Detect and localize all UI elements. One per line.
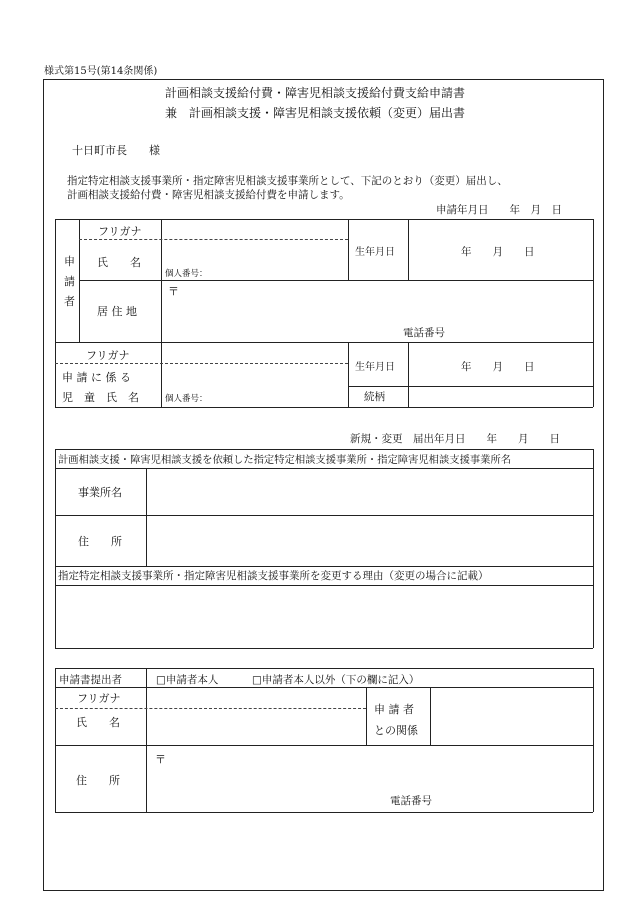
change-reason-field[interactable]: [57, 587, 592, 647]
notification-date: 新規・変更 届出年月日 年 月 日: [350, 433, 560, 445]
submitter-relation-label-line1: 申 請 者: [374, 703, 414, 716]
provider-office-name-label: 事業所名: [78, 486, 122, 499]
submitter-address-field[interactable]: [148, 747, 591, 791]
child-furigana-label: フリガナ: [86, 349, 130, 362]
applicant-address-label: 居 住 地: [97, 305, 137, 318]
submitter-name-label: 氏 名: [76, 716, 120, 729]
submitter-relation-label-line2: との関係: [374, 724, 418, 737]
applicant-phone-label: 電話番号: [403, 327, 445, 339]
submitter-furigana-field[interactable]: [148, 689, 364, 707]
submitter-name-field[interactable]: [148, 710, 364, 744]
addressee: 十日町市長 様: [72, 144, 160, 157]
applicant-individual-number-label: 個人番号：: [165, 269, 208, 279]
applicant-birth-date-value[interactable]: 年 月 日: [461, 246, 535, 258]
applicant-group-label-3: 者: [64, 295, 75, 308]
form-title-line1: 計画相談支援給付費・障害児相談支援給付費支給申請書: [164, 86, 465, 100]
child-individual-number-label: 個人番号：: [165, 394, 208, 404]
applicant-name-label: 氏 名: [97, 256, 141, 269]
submitter-option-self[interactable]: □申請者本人: [156, 674, 219, 686]
applicant-group-label-2: 請: [64, 275, 75, 288]
child-relationship-label: 続柄: [364, 391, 385, 403]
child-birth-date-value[interactable]: 年 月 日: [461, 361, 535, 373]
applicant-address-field[interactable]: [163, 282, 591, 322]
applicant-furigana-field[interactable]: [163, 221, 346, 238]
applicant-name-field[interactable]: [163, 241, 346, 265]
form-number: 様式第15号(第14条関係): [44, 66, 158, 77]
child-furigana-field[interactable]: [163, 344, 346, 362]
submitter-furigana-label: フリガナ: [77, 692, 121, 705]
applicant-postal-mark: 〒: [168, 285, 179, 298]
change-reason-header: 指定特定相談支援事業所・指定障害児相談支援事業所を変更する理由（変更の場合に記載）: [58, 570, 489, 582]
submitter-address-label: 住 所: [76, 774, 120, 787]
provider-address-field[interactable]: [148, 517, 591, 565]
intro-line1: 指定特定相談支援事業所・指定障害児相談支援事業所として、下記のとおり（変更）届出し、: [67, 175, 508, 187]
submitter-relation-field[interactable]: [432, 689, 591, 744]
application-date: 申請年月日 年 月 日: [436, 204, 562, 216]
submitter-label: 申請書提出者: [59, 674, 122, 686]
submitter-option-other[interactable]: □申請者本人以外（下の欄に記入）: [252, 674, 420, 686]
child-birth-date-label: 生年月日: [355, 362, 395, 373]
intro-line2: 計画相談支援給付費・障害児相談支援給付費を申請します。: [67, 189, 350, 201]
submitter-postal-mark: 〒: [155, 753, 166, 766]
provider-header: 計画相談支援・障害児相談支援を依頼した指定特定相談支援事業所・指定障害児相談支援事業所名: [58, 454, 512, 466]
child-name-field[interactable]: [163, 365, 346, 387]
provider-office-name-field[interactable]: [148, 470, 591, 514]
child-label-line1: 申 請 に 係 る: [62, 371, 131, 384]
applicant-birth-date-label: 生年月日: [355, 247, 395, 258]
submitter-phone-label: 電話番号: [390, 795, 432, 807]
applicant-group-label-1: 申: [64, 255, 75, 268]
form-title-line2: 兼 計画相談支援・障害児相談支援依頼（変更）届出書: [164, 106, 465, 120]
applicant-furigana-label: フリガナ: [98, 225, 142, 238]
child-label-line2: 児 童 氏 名: [62, 391, 139, 404]
child-relationship-field[interactable]: [410, 388, 591, 406]
provider-address-label: 住 所: [78, 535, 122, 548]
